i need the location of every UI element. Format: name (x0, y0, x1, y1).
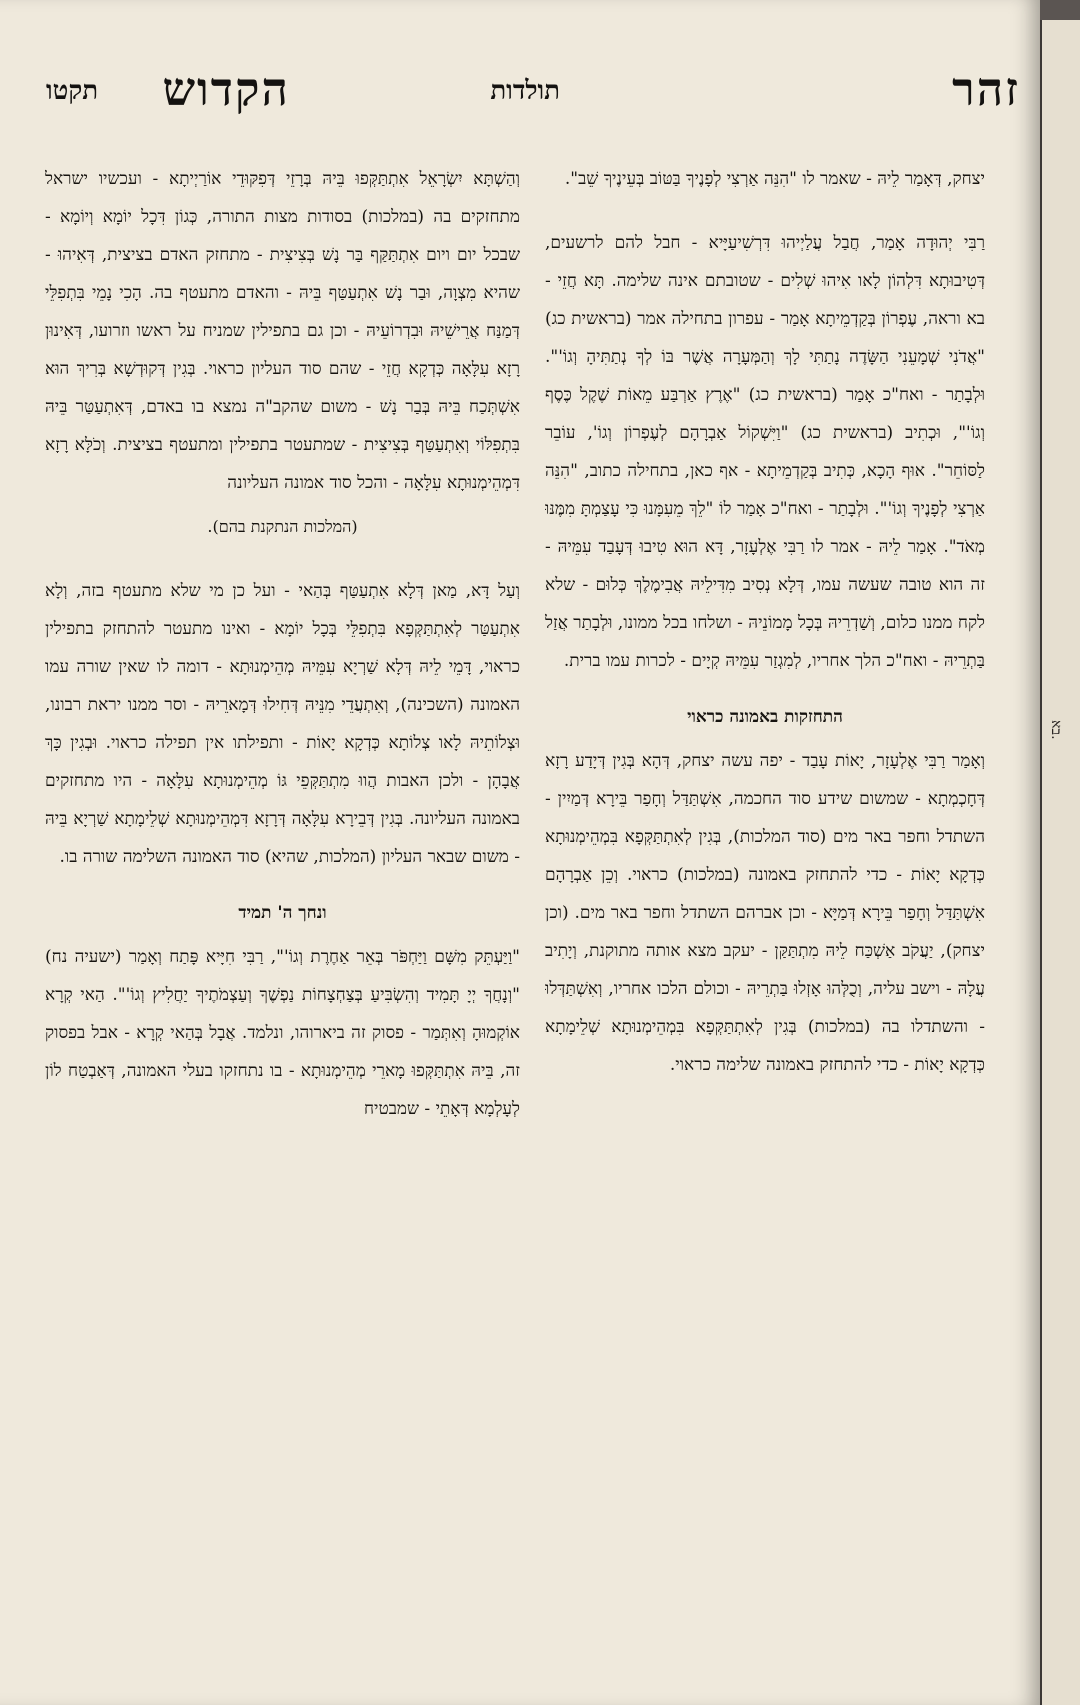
header-parsha: תולדות (490, 76, 560, 106)
right-paragraph-3: וְאָמַר רַבִּי אֶלְעָזָר, יָאוֹת עָבַד - יפה עשה יצחק, דְּהָא בְּגִין דְּיָדַע רָזָא דְּחָכְמְתָא - שמשום שידע סוד החכמה, אִשְׁתַּדַּל וְחָפַר בֵּירָא דְּמַיִין - השתדל וחפר באר מים (סוד המלכות), בְּגִין לְאִתְתַּקְּפָא בִּמְהֵימְנוּתָא כְּדְקָא יָאוֹת - כדי להתחזק באמונה (במלכות) כראוי. וְכֵן אַבְרָהָם אִשְׁתַּדַּל וְחָפַר בֵּירָא דְּמַיָּא - וכן אברהם השתדל וחפר באר מים. (וכן יצחק), יַעֲקֹב אַשְׁכַּח לֵיהּ מִתְתַּקַּן - יעקב מצא אותה מתוקנת, וְיָתִיב עֲלָהּ - וישב עליה, וְכֻלְּהוּ אָזְלוּ בַּתְרֵיהּ - וכולם הלכו אחריו, וְאִשְׁתַּדְּלוּ - והשתדלו בה (במלכות) בְּגִין לְאִתְתַּקְּפָא בִּמְהֵימְנוּתָא שְׁלֵימָתָא כְּדְקָא יָאוֹת - כדי להתחזק באמונה שלימה כראוי. (545, 751, 985, 1075)
adjacent-page-edge (1040, 20, 1080, 1705)
left-column (45, 160, 520, 1660)
left-paragraph-3: "וַיַּעְתֵּק מִשָּׁם וַיַּחְפֹּר בְּאֵר אַחֶרֶת וְגוֹ'", רַבִּי חִיָּיא פָּתַח וְאָמַר (ישעיה נח) "וְנָחֲךָ יְיָ תָּמִיד וְהִשְׂבִּיעַ בְּצַחְצָחוֹת נַפְשֶׁךָ וְעַצְמֹתֶיךָ יַחֲלִיץ וְגוֹ'". הַאי קְרָא אוֹקְמוּהָ וְאִתְּמַר - פסוק זה ביארוהו, ונלמד. אֲבָל בְּהַאי קְרָא - אבל בפסוק זה, בֵּיהּ אִתְתַּקְּפוּ מָארֵי מְהֵימְנוּתָא - בו נתחזקו בעלי האמונה, דְּאַבְטַח לוֹן לְעָלְמָא דְּאָתֵי - שמבטיח (45, 947, 520, 1119)
left-paragraph-1-note: (המלכות הנתקנת בהם). (207, 517, 358, 536)
page-number: תקטו (46, 76, 99, 106)
header-title-left: הקדוש (162, 62, 290, 116)
header-title-right: זהר (952, 62, 1020, 116)
left-paragraph-2: וְעַל דָּא, מַאן דְּלָא אִתְעַטַּף בְּהַאי - ועל כן מי שלא מתעטף בזה, וְלָא אִתְעַטַּר לְאִתְתַּקְּפָא בִּתְפִלֵּי בְּכָל יוֹמָא - ואינו מתעטר להתחזק בתפילין כראוי, דָּמֵי לֵיהּ דְּלָא שַׁרְיָא עִמֵּיהּ מְהֵימְנוּתָא - דומה לו שאין שורה עמו האמונה (השכינה), וְאִתְעֲדֵי מִנֵּיהּ דְּחִילוּ דְּמָארֵיהּ - וסר ממנו יראת רבונו, וּצְלוֹתֵיהּ לָאו צְלוֹתָא כְּדְקָא יָאוֹת - ותפילתו אין תפילה כראוי. וּבְגִין כָּךְ אֲבָהָן - ולכן האבות הֲווּ מִתְתַּקְּפֵי גּוֹ מְהֵימְנוּתָא עִלָּאָה - היו מתחזקים באמונה העליונה. בְּגִין דְּבֵירָא עִלָּאָה דְּרָזָא דִּמְהֵימְנוּתָא שְׁלֵימָתָא שַׁרְיָא בֵּיהּ - משום שבאר העליון (המלכות, שהיא) סוד האמונה השלימה שורה בו. (45, 581, 520, 867)
running-header (40, 62, 1020, 122)
right-column (545, 160, 985, 1660)
right-paragraph-1: יצחק, דְּאָמַר לֵיהּ - שאמר לו "הִנֵּה אַרְצִי לְפָנֶיךָ בַּטּוֹב בְּעֵינֶיךָ שֵׁב". (564, 169, 985, 189)
right-paragraph-2: רַבִּי יְהוּדָה אָמַר, חֲבַל עֲלַיְיהוּ דִּרְשִׁיעַיָּיא - חבל להם לרשעים, דְּטִיבוּתָא דִּלְהוֹן לָאו אִיהוּ שְׁלִים - שטובתם אינה שלימה. תָּא חֲזֵי - בא וראה, עֶפְרוֹן בְּקַדְמֵיתָא אָמַר - עפרון בתחילה אמר (בראשית כג) "אֲדֹנִי שְׁמָעֵנִי הַשָּׂדֶה נָתַתִּי לָךְ וְהַמְּעָרָה אֲשֶׁר בּוֹ לְךָ נְתַתִּיהָ וְגוֹ'". וּלְבָתַר - ואח"כ אָמַר (בראשית כג) "אֶרֶץ אַרְבַּע מֵאוֹת שֶׁקֶל כֶּסֶף וְגוֹ'", וּכְתִיב (בראשית כג) "וַיִּשְׁקוֹל אַבְרָהָם לְעֶפְרוֹן וְגוֹ', עוֹבֵר לַסּוֹחֵר". אוּף הָכָא, כְּתִיב בְּקַדְמֵיתָא - אף כאן, בתחילה כתוב, "הִנֵּה אַרְצִי לְפָנֶיךָ וְגוֹ'". וּלְבָתַר - ואח"כ אָמַר לוֹ "לֵךְ מֵעִמָּנוּ כִּי עָצַמְתָּ מִמֶּנּוּ מְאֹד". אָמַר לֵיהּ - אמר לו רַבִּי אֶלְעָזָר, דָּא הוּא טִיבוּ דְּעָבַד עִמֵּיהּ - זה הוא טובה שעשה עמו, דְּלָא נְסִיב מִדִּילֵיהּ אֲבִימֶלֶךְ כְּלוּם - שלא לקח ממנו כלום, וְשַׁדְרֵיהּ בְּכָל מָמוֹנֵיהּ - ושלחו בכל ממונו, וּלְבָתַר אֲזַל בַּתְרֵיהּ - ואח"כ הלך אחריו, לְמִגְזַר עִמֵּיהּ קְיָים - לכרות עמו ברית. (545, 233, 985, 671)
right-section-heading: התחזקות באמונה כראוי (687, 707, 843, 727)
left-paragraph-1: וְהַשְׁתָּא יִשְׂרָאֵל אִתְתַּקְּפוּ בֵּיהּ בְּרָזֵי דְּפִקּוּדֵי אוֹרַיְיתָא - ועכשיו ישראל מתחזקים בה (במלכות) בסודות מצות התורה, כְּגוֹן דִּכָל יוֹמָא וְיוֹמָא - שבכל יום ויום אִתְתַּקַּף בַּר נָשׁ בְּצִיצִית - מתחזק האדם בציצית, דְּאִיהוּ - שהיא מִצְוָה, וּבַר נָשׁ אִתְעַטַּף בֵּיהּ - והאדם מתעטף בה. הָכִי נָמֵי בִּתְפִלֵּי דְּמַנַּח אֲרֵישֵׁיהּ וּבִדְרוֹעֵיהּ - וכן גם בתפילין שמניח על ראשו וזרועו, דְּאִינוּן רָזָא עִלָּאָה כְּדְקָא חֲזֵי - שהם סוד העליון כראוי. בְּגִין דְּקוּדְשָׁא בְּרִיךְ הוּא אִשְׁתְּכַח בֵּיהּ בְּבַר נָשׁ - משום שהקב"ה נמצא בו באדם, דְּאִתְעַטַּר בֵּיהּ בִּתְפִלּוֹי וְאִתְעַטַּף בְּצִיצִית - שמתעטר בתפילין ומתעטף בציצית. וְכֹלָּא רָזָא דִּמְהֵימְנוּתָא עִלָּאָה - והכל סוד אמונה העליונה (45, 169, 520, 493)
left-section-heading: ונחך ה' תמיד (238, 903, 327, 923)
adjacent-page-text: בא. (1048, 720, 1064, 740)
